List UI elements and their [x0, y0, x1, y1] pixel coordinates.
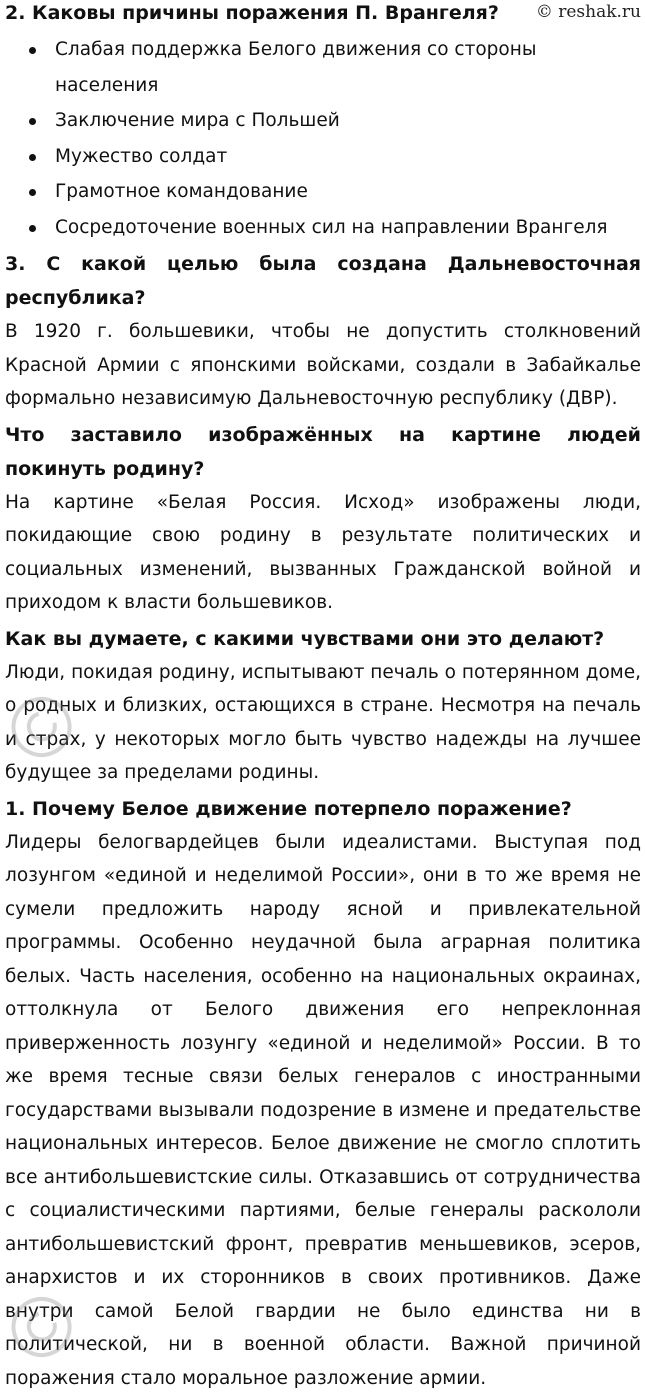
question-2-section [5, 0, 641, 245]
question-3-title: 3. С какой целью была создана Дальневосточная республика? [5, 247, 641, 315]
question-2-title: 2. Каковы причины поражения П. Врангеля? [5, 0, 641, 26]
question-1-answer: Лидеры белогвардейцев были идеалистами. Выступая под лозунгом «единой и неделимой России», они в то же время не сумели предложить народу ясной и привлекательной программы. Особенно неудачной была аграрная политика белых. Часть населения, особенно на национальных окраинах, оттолкнула от Белого движения его непреклонная приверженность лозунгу «единой и неделимой» России. В то же время тесные связи белых генералов с иностранными государствами вызывали подозрение в измене и предательстве национальных интересов. Белое движение не смогло сплотить все антибольшевистские силы. Отказавшись от сотрудничества с социалистическими партиями, белые генералы раскололи антибольшевистский фронт, превратив меньшевиков, эсеров, анархистов и их сторонников в своих противников. Даже внутри самой Белой гвардии не было единства ни в политической, ни в военной области. Важной причиной поражения стало моральное разложение армии. [5, 826, 641, 1395]
reasons-list [5, 32, 641, 245]
feelings-question-section [5, 622, 641, 790]
feelings-question-answer: Люди, покидая родину, испытывают печаль о потерянном доме, о родных и близких, остающихся в стране. Несмотря на печаль и страх, у некоторых могло быть чувство надежды на лучшее будущее за пределами родины. [5, 656, 641, 790]
question-1-section [5, 792, 641, 1395]
question-1-title: 1. Почему Белое движение потерпело поражение? [5, 792, 641, 826]
list-item: Слабая поддержка Белого движения со стороны населения [5, 32, 641, 103]
painting-question-section [5, 418, 641, 620]
list-item: Мужество солдат [5, 139, 641, 175]
list-item: Грамотное командование [5, 174, 641, 210]
question-3-answer: В 1920 г. большевики, чтобы не допустить столкновений Красной Армии с японскими войсками, создали в Забайкалье формально независимую Дальневосточную республику (ДВР). [5, 315, 641, 416]
list-item: Сосредоточение военных сил на направлении Врангеля [5, 210, 641, 246]
painting-question-title: Что заставило изображённых на картине людей покинуть родину? [5, 418, 641, 486]
feelings-question-title: Как вы думаете, с какими чувствами они это делают? [5, 622, 641, 656]
painting-question-answer: На картине «Белая Россия. Исход» изображены люди, покидающие свою родину в результате политических и социальных изменений, вызванных Гражданской войной и приходом к власти большевиков. [5, 486, 641, 620]
question-3-section [5, 247, 641, 416]
list-item: Заключение мира с Польшей [5, 103, 641, 139]
site-watermark: © reshak.ru [536, 0, 641, 24]
